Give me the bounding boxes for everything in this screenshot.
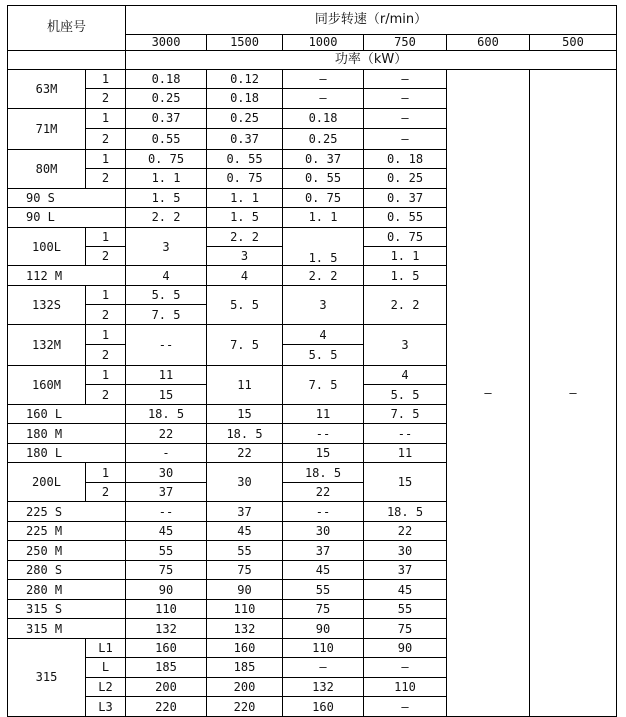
cell: 15 (207, 404, 283, 423)
cell: 110 (126, 599, 207, 618)
cell: 220 (207, 697, 283, 717)
cell: 18. 5 (207, 424, 283, 443)
cell: 90 (364, 638, 447, 657)
cell: 1. 5 (207, 208, 283, 227)
cell: 18. 5 (364, 502, 447, 521)
cell: 75 (283, 599, 364, 618)
suffix-2: 2 (86, 89, 126, 108)
cell: 45 (207, 521, 283, 540)
header-spacer (8, 51, 126, 69)
cell: 75 (207, 560, 283, 579)
cell: 1. 5 (126, 188, 207, 207)
cell: 75 (364, 619, 447, 638)
cell: 11 (283, 404, 364, 423)
cell: — (364, 108, 447, 129)
cell: -- (283, 502, 364, 521)
cell: 0. 75 (126, 149, 207, 168)
cell: 160 (207, 638, 283, 657)
cell: 37 (207, 502, 283, 521)
cell: 22 (364, 521, 447, 540)
cell: 55 (207, 541, 283, 560)
speed-header-1000: 1000 (283, 34, 364, 50)
cell: 3 (283, 285, 364, 324)
suffix-2: 2 (86, 385, 126, 404)
cell: 110 (364, 677, 447, 696)
cell: 0. 55 (207, 149, 283, 168)
cell: 0. 37 (283, 149, 364, 168)
cell: 0. 55 (283, 169, 364, 188)
frame-250M: 250 M (8, 541, 126, 560)
cell: — (364, 129, 447, 150)
cell: 45 (364, 580, 447, 599)
frame-90L: 90 L (8, 208, 126, 227)
cell: 1. 1 (126, 169, 207, 188)
cell: 3 (126, 227, 207, 266)
speed-header-3000: 3000 (126, 34, 207, 50)
cell: 2. 2 (207, 227, 283, 246)
cell: 0.25 (207, 108, 283, 129)
cell: 1. 5 (283, 227, 364, 266)
cell: 11 (364, 443, 447, 462)
cell: 0.37 (126, 108, 207, 129)
speed-header-600: 600 (447, 34, 530, 50)
cell: 132 (207, 619, 283, 638)
cell: 5. 5 (283, 345, 364, 366)
cell: 0.55 (126, 129, 207, 150)
cell: 45 (283, 560, 364, 579)
cell: 5. 5 (126, 285, 207, 304)
cell: 110 (207, 599, 283, 618)
frame-label-header: 机座号 (8, 6, 126, 51)
suffix-2: 2 (86, 482, 126, 501)
cell: — (364, 89, 447, 108)
frame-100L: 100L (8, 227, 86, 266)
cell: 2. 2 (126, 208, 207, 227)
cell: 3 (207, 247, 283, 266)
cell: -- (283, 424, 364, 443)
cell: 37 (126, 482, 207, 501)
speed-title-header: 同步转速（r/min） (126, 6, 617, 35)
cell: 5. 5 (207, 285, 283, 324)
cell: 45 (126, 521, 207, 540)
suffix-1: 1 (86, 463, 126, 482)
frame-132M: 132M (8, 324, 86, 365)
frame-71M: 71M (8, 108, 86, 149)
suffix-1: 1 (86, 365, 126, 384)
cell: — (364, 658, 447, 677)
cell: 55 (283, 580, 364, 599)
suffix-L3: L3 (86, 697, 126, 717)
frame-280M: 280 M (8, 580, 126, 599)
cell: 2. 2 (364, 285, 447, 324)
cell: 0. 25 (364, 169, 447, 188)
cell: 30 (283, 521, 364, 540)
cell: 0. 75 (207, 169, 283, 188)
speed-header-750: 750 (364, 34, 447, 50)
frame-280S: 280 S (8, 560, 126, 579)
cell: 7. 5 (207, 324, 283, 365)
cell: 132 (126, 619, 207, 638)
cell: 0.25 (126, 89, 207, 108)
cell: 1. 1 (283, 208, 364, 227)
cell: 0.12 (207, 69, 283, 88)
cell: -- (126, 502, 207, 521)
cell: 3 (364, 324, 447, 365)
cell: 30 (364, 541, 447, 560)
cell: 0. 75 (283, 188, 364, 207)
cell: 200 (126, 677, 207, 696)
cell: 90 (126, 580, 207, 599)
frame-112M: 112 M (8, 266, 126, 285)
suffix-1: 1 (86, 227, 126, 246)
cell: 22 (126, 424, 207, 443)
suffix-2: 2 (86, 247, 126, 266)
col500-merged: — (530, 69, 617, 716)
cell: 37 (364, 560, 447, 579)
cell: 0.18 (207, 89, 283, 108)
cell: — (364, 69, 447, 88)
cell: 15 (126, 385, 207, 404)
cell: 37 (283, 541, 364, 560)
cell: 15 (364, 463, 447, 502)
cell: 0. 18 (364, 149, 447, 168)
cell: 18. 5 (283, 463, 364, 482)
frame-180L: 180 L (8, 443, 126, 462)
cell: 0. 55 (364, 208, 447, 227)
cell: 4 (283, 324, 364, 345)
cell: 110 (283, 638, 364, 657)
cell: 1. 5 (364, 266, 447, 285)
cell: 75 (126, 560, 207, 579)
cell: 15 (283, 443, 364, 462)
frame-90S: 90 S (8, 188, 126, 207)
speed-header-500: 500 (530, 34, 617, 50)
speed-header-1500: 1500 (207, 34, 283, 50)
suffix-2: 2 (86, 129, 126, 150)
cell: 4 (364, 365, 447, 384)
cell: 7. 5 (283, 365, 364, 404)
cell: 55 (126, 541, 207, 560)
frame-315: 315 (8, 638, 86, 716)
cell: 55 (364, 599, 447, 618)
cell: 11 (126, 365, 207, 384)
frame-63M: 63M (8, 69, 86, 108)
cell: 160 (283, 697, 364, 717)
cell: 0.18 (126, 69, 207, 88)
cell: 185 (207, 658, 283, 677)
suffix-L: L (86, 658, 126, 677)
cell: 0.37 (207, 129, 283, 150)
cell: 4 (126, 266, 207, 285)
cell: 22 (207, 443, 283, 462)
cell: — (283, 658, 364, 677)
frame-160M: 160M (8, 365, 86, 404)
frame-225M: 225 M (8, 521, 126, 540)
power-label-header: 功率（kW） (126, 51, 617, 69)
cell: 0. 75 (364, 227, 447, 246)
suffix-1: 1 (86, 149, 126, 168)
cell: 7. 5 (126, 305, 207, 324)
cell: — (283, 89, 364, 108)
cell: 7. 5 (364, 404, 447, 423)
frame-80M: 80M (8, 149, 86, 188)
frame-225S: 225 S (8, 502, 126, 521)
cell: 160 (126, 638, 207, 657)
frame-132S: 132S (8, 285, 86, 324)
frame-200L: 200L (8, 463, 86, 502)
frame-315S: 315 S (8, 599, 126, 618)
cell: -- (364, 424, 447, 443)
cell: 18. 5 (126, 404, 207, 423)
cell: 90 (283, 619, 364, 638)
suffix-L1: L1 (86, 638, 126, 657)
suffix-1: 1 (86, 324, 126, 345)
suffix-1: 1 (86, 69, 126, 88)
suffix-L2: L2 (86, 677, 126, 696)
cell: 132 (283, 677, 364, 696)
suffix-2: 2 (86, 305, 126, 324)
cell: 220 (126, 697, 207, 717)
cell: 0.18 (283, 108, 364, 129)
cell: -- (126, 324, 207, 365)
frame-180M: 180 M (8, 424, 126, 443)
frame-315M: 315 M (8, 619, 126, 638)
cell: - (126, 443, 207, 462)
cell: 90 (207, 580, 283, 599)
suffix-1: 1 (86, 285, 126, 304)
cell: 5. 5 (364, 385, 447, 404)
cell: 30 (207, 463, 283, 502)
cell: 2. 2 (283, 266, 364, 285)
cell: — (283, 69, 364, 88)
cell: 22 (283, 482, 364, 501)
cell: 200 (207, 677, 283, 696)
cell: 1. 1 (207, 188, 283, 207)
cell: 1. 1 (364, 247, 447, 266)
cell: 30 (126, 463, 207, 482)
cell: — (364, 697, 447, 717)
cell: 4 (207, 266, 283, 285)
suffix-2: 2 (86, 345, 126, 366)
col600-merged: — (447, 69, 530, 716)
cell: 0.25 (283, 129, 364, 150)
motor-power-table (7, 5, 617, 717)
cell: 185 (126, 658, 207, 677)
suffix-1: 1 (86, 108, 126, 129)
cell: 11 (207, 365, 283, 404)
suffix-2: 2 (86, 169, 126, 188)
frame-160L: 160 L (8, 404, 126, 423)
cell: 0. 37 (364, 188, 447, 207)
